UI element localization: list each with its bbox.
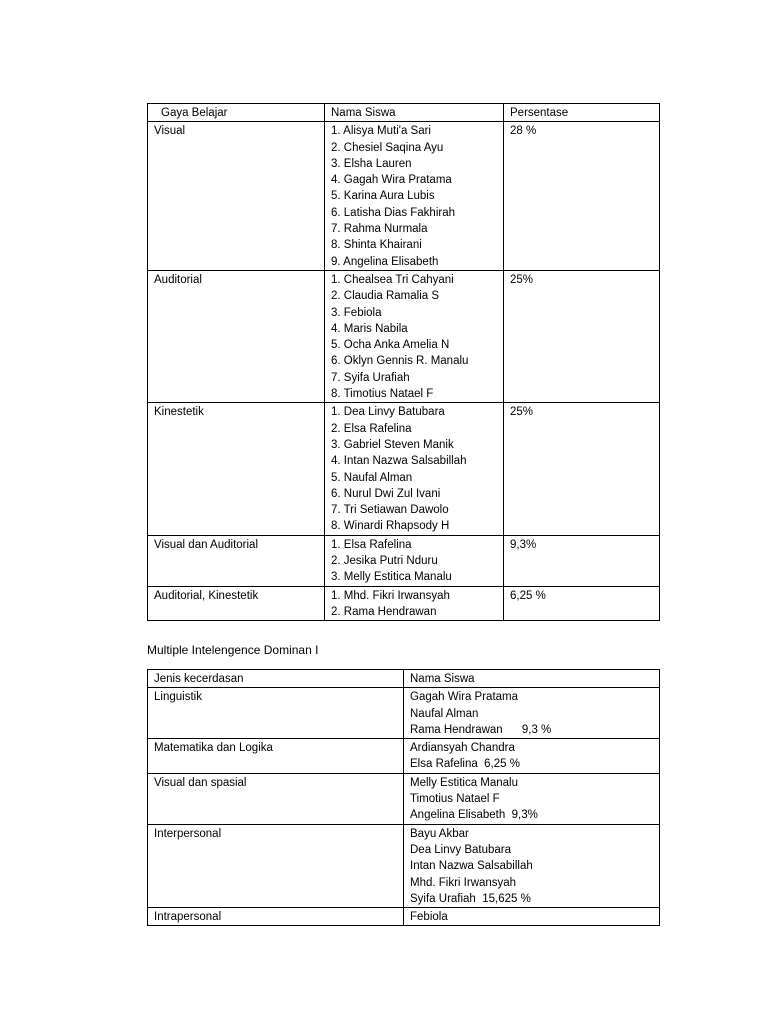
table-row (148, 403, 660, 535)
table-row (148, 739, 660, 774)
student-name: 1. Chealsea Tri Cahyani (331, 273, 454, 286)
student-name: 2. Jesika Putri Nduru (331, 555, 438, 568)
student-name: Dea Linvy Batubara (410, 843, 512, 856)
section-heading: Multiple Intelengence Dominan I (147, 643, 319, 657)
student-names-cell (325, 270, 504, 402)
learning-style-table (147, 103, 660, 621)
percentage-cell: 28 % (504, 122, 660, 271)
student-name: 1. Alisya Muti'a Sari (331, 125, 431, 138)
student-name: 2. Rama Hendrawan (331, 605, 437, 618)
table-row (148, 122, 660, 271)
table-row (148, 688, 660, 739)
student-name: 3. Elsha Lauren (331, 157, 412, 170)
student-names-cell (404, 908, 660, 926)
table-row (148, 773, 660, 824)
table-row (148, 270, 660, 402)
percentage-cell: 6,25 % (504, 586, 660, 621)
percentage-cell: 25% (504, 270, 660, 402)
student-name: 2. Elsa Rafelina (331, 422, 412, 435)
student-name: 4. Gagah Wira Pratama (331, 174, 452, 187)
student-name: 6. Oklyn Gennis R. Manalu (331, 355, 469, 368)
learning-style-cell: Visual (148, 122, 325, 271)
table-row (148, 535, 660, 586)
student-name: 1. Mhd. Fikri Irwansyah (331, 589, 450, 602)
multiple-intelligence-table (147, 669, 660, 926)
student-names-cell (325, 122, 504, 271)
student-name: 2. Claudia Ramalia S (331, 290, 440, 303)
student-name: 3. Gabriel Steven Manik (331, 438, 454, 451)
column-header-student-names: Nama Siswa (325, 104, 504, 122)
student-name: Timotius Natael F (410, 793, 500, 806)
student-name: 8. Shinta Khairani (331, 239, 422, 252)
student-name: 6. Latisha Dias Fakhirah (331, 206, 456, 219)
student-name: Angelina Elisabeth 9,3% (410, 809, 538, 822)
student-name: 7. Syifa Urafiah (331, 371, 410, 384)
student-names-cell (404, 824, 660, 907)
student-name: 5. Naufal Alman (331, 471, 413, 484)
student-name: Syifa Urafiah 15,625 % (410, 892, 531, 905)
student-name: 1. Elsa Rafelina (331, 538, 412, 551)
intelligence-type-cell: Linguistik (148, 688, 404, 739)
table-row (148, 908, 660, 926)
student-name: Rama Hendrawan 9,3 % (410, 723, 552, 736)
student-names-cell (325, 586, 504, 621)
student-name: 3. Febiola (331, 306, 382, 319)
student-name: Bayu Akbar (410, 827, 469, 840)
learning-style-cell: Kinestetik (148, 403, 325, 535)
student-name: 5. Karina Aura Lubis (331, 190, 435, 203)
student-name: Ardiansyah Chandra (410, 742, 515, 755)
student-names-cell (325, 403, 504, 535)
student-name: 2. Chesiel Saqina Ayu (331, 141, 444, 154)
table-row (148, 586, 660, 621)
student-name: 8. Timotius Natael F (331, 388, 434, 401)
student-name: Naufal Alman (410, 707, 479, 720)
student-name: 7. Tri Setiawan Dawolo (331, 504, 449, 517)
student-name: 1. Dea Linvy Batubara (331, 406, 445, 419)
intelligence-type-cell: Intrapersonal (148, 908, 404, 926)
student-name: 3. Melly Estitica Manalu (331, 571, 452, 584)
student-names-cell (325, 535, 504, 586)
student-name: 6. Nurul Dwi Zul Ivani (331, 487, 441, 500)
intelligence-type-cell: Interpersonal (148, 824, 404, 907)
column-header-learning-style: Gaya Belajar (148, 104, 325, 122)
table-row (148, 824, 660, 907)
table-header-row (148, 670, 660, 688)
student-name: Febiola (410, 911, 448, 924)
student-name: Gagah Wira Pratama (410, 691, 519, 704)
student-name: 8. Winardi Rhapsody H (331, 520, 450, 533)
column-header-student-names: Nama Siswa (404, 670, 660, 688)
student-name: 4. Intan Nazwa Salsabillah (331, 455, 467, 468)
table-header-row (148, 104, 660, 122)
column-header-intelligence-type: Jenis kecerdasan (148, 670, 404, 688)
student-name: Mhd. Fikri Irwansyah (410, 876, 517, 889)
student-name: Melly Estitica Manalu (410, 776, 519, 789)
learning-style-cell: Visual dan Auditorial (148, 535, 325, 586)
percentage-cell: 25% (504, 403, 660, 535)
student-name: 4. Maris Nabila (331, 322, 408, 335)
intelligence-type-cell: Matematika dan Logika (148, 739, 404, 774)
percentage-cell: 9,3% (504, 535, 660, 586)
student-name: Intan Nazwa Salsabillah (410, 860, 533, 873)
learning-style-cell: Auditorial (148, 270, 325, 402)
learning-style-cell: Auditorial, Kinestetik (148, 586, 325, 621)
student-names-cell (404, 739, 660, 774)
column-header-percentage: Persentase (504, 104, 660, 122)
student-name: 7. Rahma Nurmala (331, 223, 428, 236)
student-name: 5. Ocha Anka Amelia N (331, 339, 450, 352)
student-names-cell (404, 773, 660, 824)
student-name: 9. Angelina Elisabeth (331, 255, 439, 268)
student-name: Elsa Rafelina 6,25 % (410, 758, 520, 771)
student-names-cell (404, 688, 660, 739)
intelligence-type-cell: Visual dan spasial (148, 773, 404, 824)
